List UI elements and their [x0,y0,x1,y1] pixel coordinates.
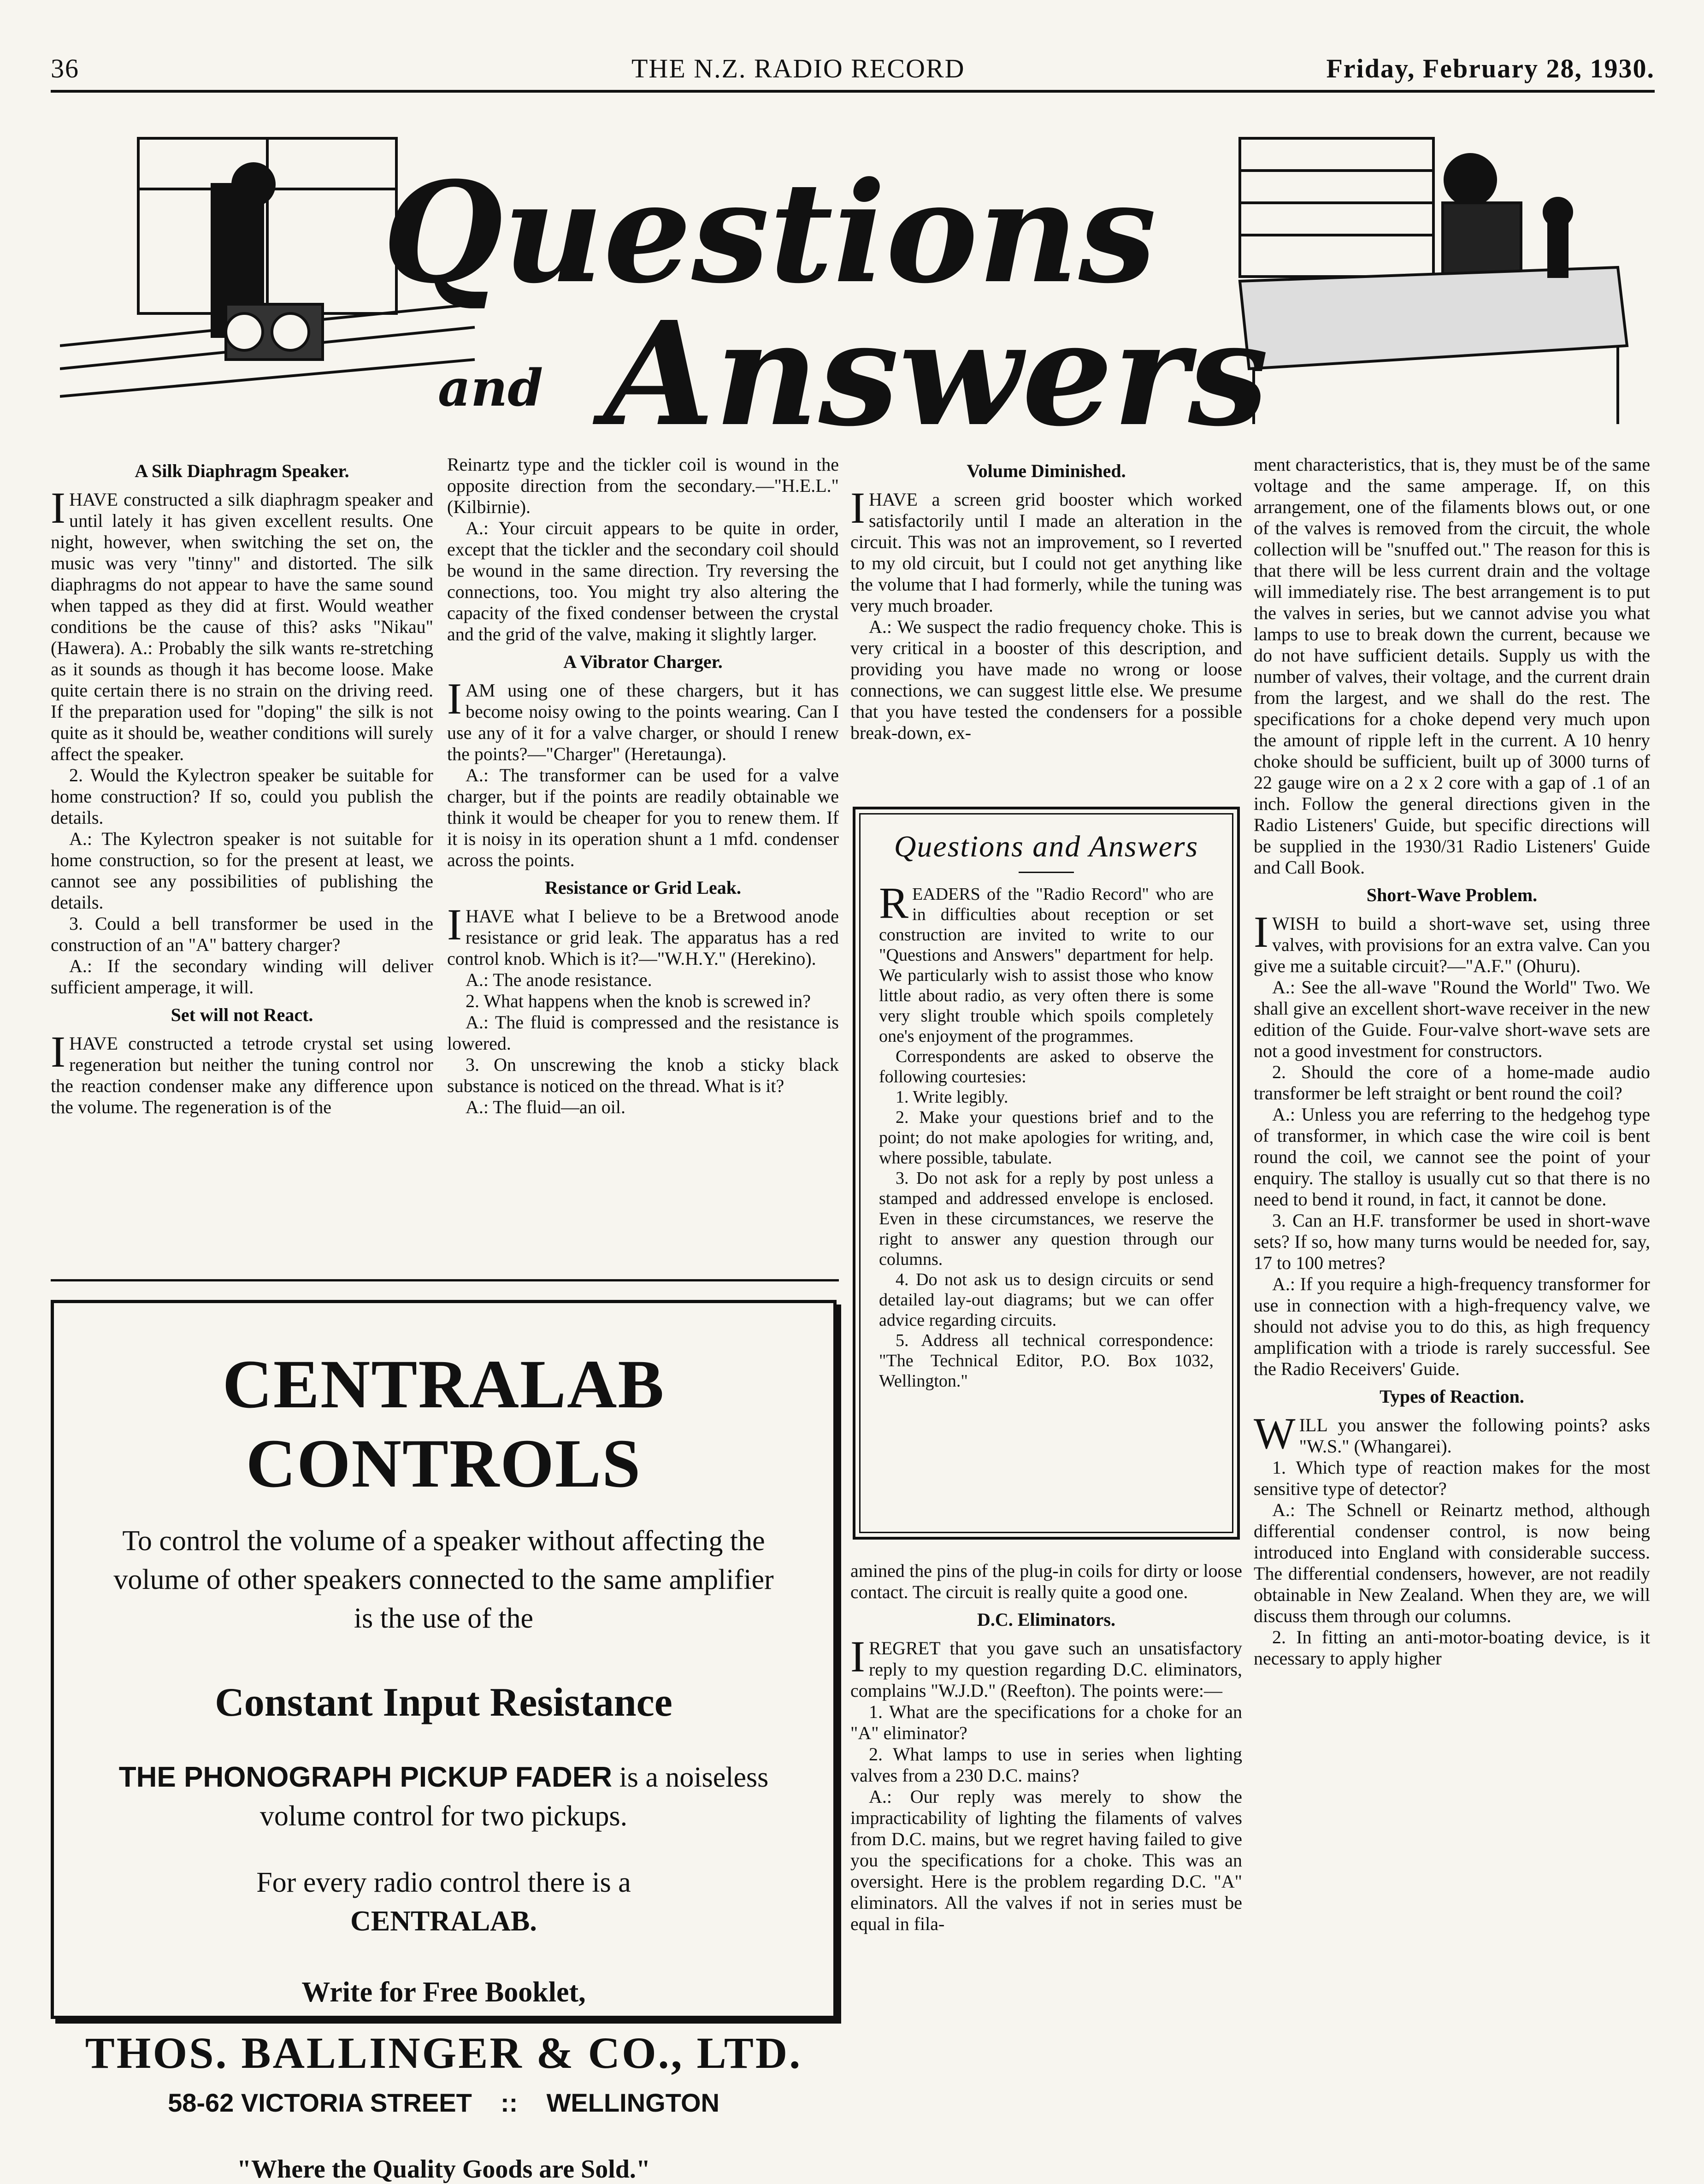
article-paragraph: A.: If the secondary winding will deliver sufficient amperage, it will. [51,956,433,998]
column-3-continued [850,1560,1242,1935]
column-1 [51,454,433,1118]
column-2 [447,454,839,1118]
article-paragraph: 3. Could a bell transformer be used in the construction of an "A" battery charger? [51,913,433,955]
article-paragraph: IREGRET that you gave such an unsatisfactory reply to my question regarding D.C. eliminators, complains "W.J.D." (Reefton). The points were:— [850,1632,1242,1701]
article-paragraph: A.: We suspect the radio frequency choke. This is very critical in a booster of this description, and providing you have made no wrong or loose connections, we can suggest little else. We presume that you have tested the condensers for a possible break-down, ex- [850,616,1242,743]
notice-divider [1019,872,1074,873]
article-paragraph: IHAVE a screen grid booster which worked satisfactorily until I made an alteration in the circuit. This was not an improvement, so I reverted to my old circuit, but I could not get anything like the volume that I had formerly, while the tuning was very much broader. [850,483,1242,616]
article-heading-resistance-grid-leak: Resistance or Grid Leak. [545,877,741,898]
advert-product: Constant Input Resistance [215,1680,672,1725]
article-paragraph: A.: If you require a high-frequency transformer for use in connection with a high-frequency valve, we should not advise you to do this, as high frequency amplification with a triode is rarely successful. See the Radio Receivers' Guide. [1254,1274,1650,1379]
advert-intro: To control the volume of a speaker without affecting the volume of other speakers connected to the same amplifier is the use of the [113,1525,774,1634]
article-paragraph: 1. What are the specifications for a choke for an "A" eliminator? [850,1701,1242,1743]
notice-rule: 1. Write legibly. [896,1087,1008,1107]
notice-rule: 4. Do not ask us to design circuits or send detailed lay-out diagrams; but we can offer advice regarding circuits. [879,1270,1214,1330]
banner-illustration [60,129,1636,433]
advert-slogan: "Where the Quality Goods are Sold." [236,2155,651,2184]
article-paragraph: 2. Should the core of a home-made audio transformer be left straight or bent round the coil? [1254,1062,1650,1104]
advert-firm-name: THOS. BALLINGER & CO., LTD. [85,2028,802,2078]
article-paragraph: ment characteristics, that is, they must be of the same voltage and the same amperage. If, on this arrangement, one of the filaments blows out, or one of the valves is removed from the circuit, the whole collection will be "snuffed out." The reason for this is that there will be less current drain and the voltage will immediately rise. The best arrangement is to put the valves in series, but we cannot advise you what lamps to use to break down the current, because we do not have sufficient details. Supply us with the number of valves, their voltage, and the current drain from the largest, and we shall do the rest. The specifications for a choke depend very much upon the amount of ripple left in the current. A 10 henry choke should be sufficient, built up of 3000 turns of 22 gauge wire on a 2 x 2 core with a gap of .1 of an inch. Follow the general directions given in the Radio Listeners' Guide, but specific directions will be supplied in the 1930/31 Radio Listeners' Guide and Call Book. [1254,454,1650,878]
article-paragraph: A.: The anode resistance. [466,969,652,990]
advert-separator: :: [501,2088,518,2117]
writer-illustration [1240,138,1627,424]
article-paragraph: IHAVE what I believe to be a Bretwood anode resistance or grid leak. The apparatus has a red control knob. Which is it?—"W.H.Y." (Herekino). [447,900,839,969]
article-paragraph: 2. What lamps to use in series when lighting valves from a 230 D.C. mains? [850,1744,1242,1786]
advert-fader-text: is a noiseless volume control for two pickups. [259,1762,769,1832]
article-paragraph: 2. What happens when the knob is screwed in? [466,991,811,1011]
advert-city: WELLINGTON [546,2088,719,2117]
article-heading-vibrator-charger: A Vibrator Charger. [563,651,723,672]
advert-fader-line [107,1758,780,1836]
article-heading-volume-diminished: Volume Diminished. [967,460,1126,481]
article-paragraph: 3. Can an H.F. transformer be used in short-wave sets? If so, how many turns would be needed for, say, 17 to 100 metres? [1254,1210,1650,1273]
issue-date: Friday, February 28, 1930. [1326,53,1655,83]
notice-paragraph: READERS of the "Radio Record" who are in difficulties about reception or set construction are invited to write to our "Questions and Answers" department for help. We particularly wish to assist those who know little about radio, as very often there is some very slight trouble which spoils completely one's enjoyment of the programmes. [879,878,1214,1046]
article-heading-types-of-reaction: Types of Reaction. [1380,1386,1524,1407]
article-paragraph: A.: The fluid—an oil. [466,1097,625,1117]
advert-booklet: Write for Free Booklet, [301,1977,586,2008]
advert-street: 58-62 VICTORIA STREET [168,2088,472,2117]
notice-rule: 3. Do not ask for a reply by post unless a stamped and addressed envelope is enclosed. Even in these circumstances, we reserve the right to answer any question through our columns. [879,1169,1214,1269]
publication-title: THE N.Z. RADIO RECORD [631,53,965,83]
article-paragraph: A.: The Schnell or Reinartz method, although differential condenser control, is now being introduced into England with considerable success. The differential condensers, however, are not readily obtainable in New Zealand. When they are, we will discuss them through our columns. [1254,1499,1650,1626]
article-paragraph: 2. Would the Kylectron speaker be suitable for home construction? If so, could you publish the details. [51,765,433,828]
masthead [51,44,1655,94]
advert-line3: For every radio control there is a [256,1867,631,1898]
article-paragraph: 1. Which type of reaction makes for the most sensitive type of detector? [1254,1457,1650,1499]
notice-rule: 2. Make your questions brief and to the point; do not make apologies for writing, and, where possible, tabulate. [879,1108,1214,1168]
article-paragraph: A.: The fluid is compressed and the resistance is lowered. [447,1012,839,1054]
readers-notice-box [853,807,1240,1540]
banner-title-and: and [438,358,543,418]
article-paragraph: A.: Our reply was merely to show the impracticability of lighting the filaments of valves from D.C. mains, but we regret having failed to give you the specifications for a choke. This was an oversight. Here is the problem regarding D.C. "A" eliminators. All the valves if not in series must be equal in fila- [850,1786,1242,1934]
article-paragraph: IHAVE constructed a tetrode crystal set using regeneration but neither the tuning control nor the reaction condenser make any difference upon the volume. The regeneration is of the [51,1027,433,1117]
article-heading-short-wave-problem: Short-Wave Problem. [1366,885,1538,905]
article-paragraph: amined the pins of the plug-in coils for dirty or loose contact. The circuit is really quite a good one. [850,1560,1242,1602]
article-paragraph: Reinartz type and the tickler coil is wound in the opposite direction from the secondary.—"H.E.L." (Kilbirnie). [447,454,839,517]
centralab-advertisement [51,1300,837,2184]
page-number: 36 [51,53,79,83]
notice-paragraph: Correspondents are asked to observe the following courtesies: [879,1047,1214,1086]
article-heading-dc-eliminators: D.C. Eliminators. [977,1609,1115,1630]
article-paragraph: A.: The Kylectron speaker is not suitable for home construction, so for the present at least, we cannot see any possibilities of publishing the details. [51,828,433,913]
article-heading-set-will-not-react: Set will not React. [171,1004,313,1025]
column-4 [1254,454,1650,1669]
advert-address [54,2088,833,2118]
masthead-rule [51,90,1655,93]
advert-top-rule [51,1279,839,1281]
article-paragraph: A.: Your circuit appears to be quite in order, except that the tickler and the secondary coil should be wound in the same direction. Try reversing the connections, too. You might try also altering the capacity of the fixed condenser between the crystal and the grid of the valve, making it slightly larger. [447,518,839,644]
article-paragraph: WILL you answer the following points? asks "W.S." (Whangarei). [1254,1409,1650,1458]
article-paragraph: 2. In fitting an anti-motor-boating device, is it necessary to apply higher [1254,1627,1650,1669]
notice-rule: 5. Address all technical correspondence: "The Technical Editor, P.O. Box 1032, Wellington." [879,1331,1214,1391]
article-paragraph: A.: See the all-wave "Round the World" Two. We shall give an excellent short-wave receiver in the new edition of the Guide. Four-valve short-wave sets are not a good investment for constructors. [1254,977,1650,1061]
article-paragraph: A.: The transformer can be used for a valve charger, but if the points are readily obtainable we think it would be cheaper for you to renew them. If it is noisy in its operation shunt a 1 mfd. condenser across the points. [447,765,839,870]
article-paragraph: IHAVE constructed a silk diaphragm speaker and until lately it has given excellent results. One night, however, when switching the set on, the music was very "tinny" and distorted. The silk diaphragms do not appear to have the same sound when tapped as they did at first. Would weather conditions be the cause of this? asks "Nikau" (Hawera). A.: Probably the silk wants re-stretching as it sounds as though it has become loose. Make quite certain there is no strain on the driving reed. If the preparation used for "doping" the silk is not quite as it should be, weather conditions will surely affect the speaker. [51,483,433,764]
banner-title-top: Questions [383,151,1156,314]
advert-fader-name: THE PHONOGRAPH PICKUP FADER [118,1761,612,1793]
advert-headline: CENTRALAB CONTROLS [222,1346,665,1502]
advert-brand: CENTRALAB. [350,1906,537,1937]
section-banner [60,129,1636,433]
column-3 [850,454,1242,744]
article-paragraph: IAM using one of these chargers, but it has become noisy owing to the points wearing. Can I use any of it for a valve charger, or should I renew the points?—"Charger" (Heretaunga). [447,674,839,764]
notice-title: Questions and Answers [894,830,1199,863]
banner-title-bottom: Answers [604,290,1269,433]
article-paragraph: A.: Unless you are referring to the hedgehog type of transformer, in which case the wire coil is bent round the coil, we cannot see the point of your enquiry. The stalloy is usually cut so that there is no need to bend it round, in fact, it cannot be done. [1254,1104,1650,1210]
article-paragraph: 3. On unscrewing the knob a sticky black substance is noticed on the thread. What is it? [447,1054,839,1096]
article-paragraph: IWISH to build a short-wave set, using three valves, with provisions for an extra valve. Can you give me a suitable circuit?—"A.F." (Ohuru). [1254,907,1650,976]
article-heading-silk-diaphragm: A Silk Diaphragm Speaker. [135,460,349,481]
